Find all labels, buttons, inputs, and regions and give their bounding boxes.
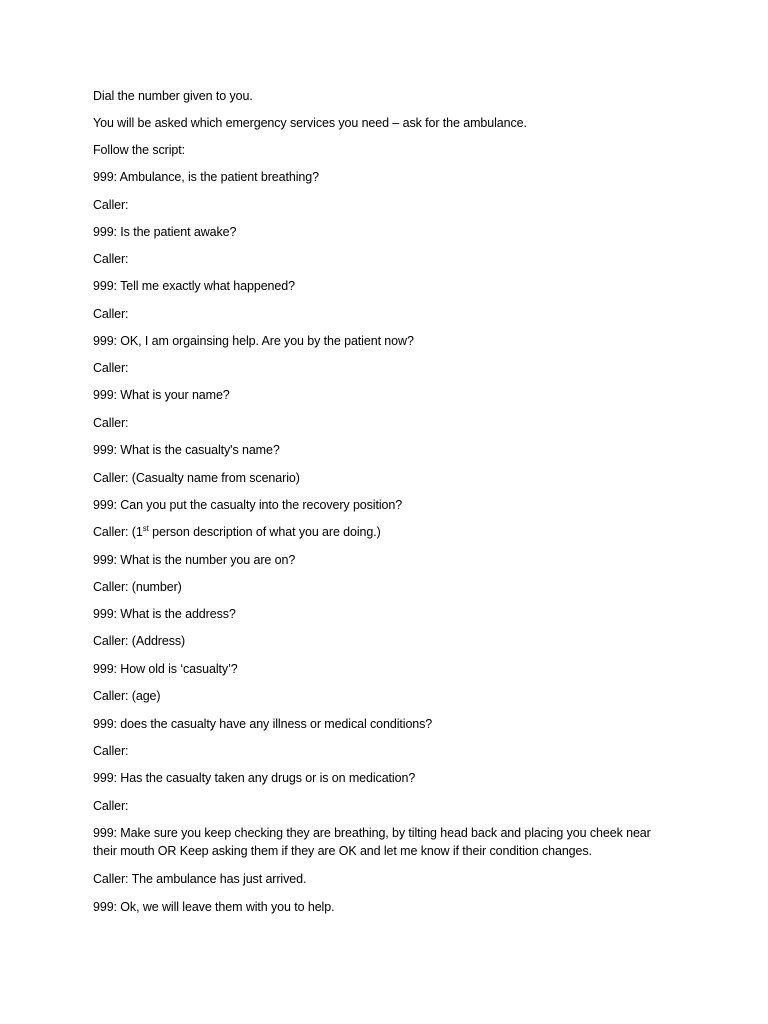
script-line-caller: Caller: bbox=[93, 416, 129, 430]
instruction-ask-ambulance: You will be asked which emergency services you need – ask for the ambulance. bbox=[93, 116, 527, 130]
script-line-999: 999: What is the address? bbox=[93, 607, 236, 621]
instruction-dial: Dial the number given to you. bbox=[93, 89, 253, 103]
instruction-follow-script: Follow the script: bbox=[93, 143, 185, 157]
script-line-999: 999: What is the casualty's name? bbox=[93, 443, 280, 457]
script-line-999: 999: How old is ‘casualty’? bbox=[93, 662, 238, 676]
script-line-999: 999: Tell me exactly what happened? bbox=[93, 279, 295, 293]
script-line-caller: Caller: (age) bbox=[93, 689, 161, 703]
script-line-999: 999: Ambulance, is the patient breathing? bbox=[93, 170, 319, 184]
script-line-999: 999: What is the number you are on? bbox=[93, 553, 296, 567]
recovery-prefix: Caller: (1 bbox=[93, 525, 143, 539]
script-line-999: 999: Ok, we will leave them with you to help. bbox=[93, 900, 335, 914]
script-line-caller: Caller: bbox=[93, 198, 129, 212]
script-line-caller: Caller: bbox=[93, 252, 129, 266]
script-line-caller: Caller: bbox=[93, 799, 129, 813]
script-line-caller-recovery bbox=[93, 523, 381, 541]
script-line-caller: Caller: (number) bbox=[93, 580, 182, 594]
script-line-999-instructions: 999: Make sure you keep checking they are breathing, by tilting head back and placing you cheek near their mouth OR Keep asking them if they are OK and let me know if their condition changes. bbox=[93, 826, 651, 858]
script-line-caller: Caller: bbox=[93, 744, 129, 758]
script-line-999: 999: OK, I am orgainsing help. Are you by the patient now? bbox=[93, 334, 414, 348]
recovery-superscript: st bbox=[142, 523, 149, 533]
script-line-999: 999: Can you put the casualty into the recovery position? bbox=[93, 498, 403, 512]
script-line-caller: Caller: The ambulance has just arrived. bbox=[93, 872, 307, 886]
recovery-suffix: person description of what you are doing.) bbox=[148, 525, 381, 539]
script-line-999: 999: Has the casualty taken any drugs or is on medication? bbox=[93, 771, 416, 785]
script-line-999: 999: Is the patient awake? bbox=[93, 225, 237, 239]
script-line-caller: Caller: bbox=[93, 361, 129, 375]
script-line-999: 999: What is your name? bbox=[93, 388, 230, 402]
script-line-caller: Caller: (Casualty name from scenario) bbox=[93, 471, 300, 485]
script-line-999: 999: does the casualty have any illness or medical conditions? bbox=[93, 717, 433, 731]
script-line-caller: Caller: bbox=[93, 307, 129, 321]
script-line-caller: Caller: (Address) bbox=[93, 634, 186, 648]
